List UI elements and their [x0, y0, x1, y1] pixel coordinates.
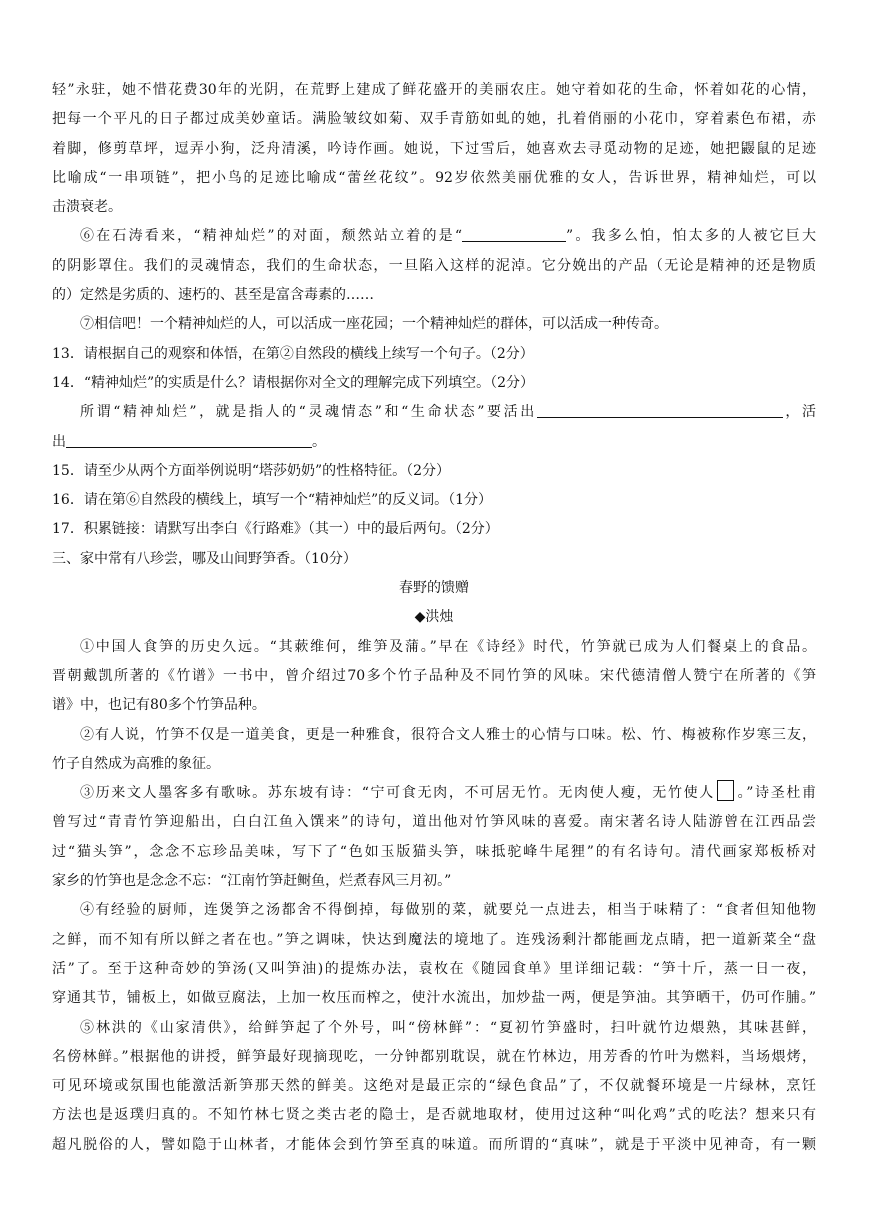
- question-16: 16．请在第⑥自然段的横线上，填写一个“精神灿烂”的反义词。（1分）: [52, 492, 493, 509]
- question-15: 15．请至少从两个方面举例说明“塔莎奶奶”的性格特征。（2分）: [52, 462, 451, 479]
- text-line: [52, 222, 816, 251]
- text-line: 击溃衰老。: [52, 199, 122, 216]
- text-line: [52, 779, 816, 808]
- text-segment: ”。我多么怕，怕太多的人被它巨大: [566, 228, 816, 245]
- text-segment: 。”诗圣杜甫: [735, 785, 816, 802]
- text-line: 过“猫头笋”，念念不忘珍品美味，写下了“色如玉版猫头笋，味抵驼峰牛尾狸”的有名诗句。清代画家郑板桥对: [52, 843, 816, 860]
- text-line: 轻”永驻，她不惜花费30年的光阴，在荒野上建成了鲜花盛开的美丽农庄。她守着如花的生命，怀着如花的心情，: [52, 82, 816, 98]
- text-line: 把每一个平凡的日子都过成美妙童话。满脸皱纹如菊、双手青筋如虬的她，扎着俏丽的小花巾，穿着素色布裙，赤: [52, 111, 816, 128]
- exam-page: [52, 76, 816, 1160]
- question-14: 14．“精神灿烂”的实质是什么？请根据你对全文的理解完成下列填空。（2分）: [52, 374, 535, 391]
- text-segment: ，活: [782, 404, 817, 421]
- text-line: 方法也是返璞归真的。不知竹林七贤之类古老的隐士，是否就地取材，使用过这种“叫化鸡”式的吃法？想来只有: [52, 1107, 816, 1124]
- text-line: 名傍林鲜。”根据他的讲授，鲜笋最好现摘现吃，一分钟都别耽误，就在竹林边，用芳香的竹叶为燃料，当场煨烤，: [52, 1048, 816, 1065]
- text-line: 晋朝戴凯所著的《竹谱》一书中，曾介绍过70多个竹子品种及不同竹笋的风味。宋代德清僧人赞宁在所著的《笋: [52, 667, 816, 684]
- text-line: 可见环境或氛围也能激活新笋那天然的鲜美。这绝对是最正宗的“绿色食品”了，不仅就餐环境是一片绿林，烹饪: [52, 1078, 816, 1095]
- text-line: ⑤林洪的《山家清供》，给鲜笋起了个外号，叫“傍林鲜”：“夏初竹笋盛时，扫叶就竹边煨熟，其味甚鲜，: [80, 1019, 816, 1036]
- text-line: 曾写过“青青竹笋迎船出，白白江鱼入馔来”的诗句，道出他对竹笋风味的喜爱。南宋著名诗人陆游曾在江西品尝: [52, 814, 816, 831]
- text-segment: 。: [312, 433, 326, 450]
- article-paragraph-2: [52, 721, 816, 780]
- paragraph-tasha: [52, 76, 816, 222]
- question-14-fill: [52, 398, 816, 427]
- article-paragraph-4: [52, 896, 816, 1013]
- fill-blank-2[interactable]: [66, 431, 312, 448]
- text-line: 活”了。至于这种奇妙的笋汤(又叫笋油)的提炼办法，袁枚在《随园食单》里详细记载：“笋十斤，蒸一日一夜，: [52, 960, 816, 977]
- text-line: 的）定然是劣质的、速朽的、甚至是富含毒素的……: [52, 287, 374, 304]
- text-line: 之鲜，而不知有所以鲜之者在也。”笋之调味，快达到魔法的境地了。连残汤剩汁都能画龙点睛，把一道新菜全“盘: [52, 931, 816, 948]
- text-line: 穿通其节，铺板上，如做豆腐法，上加一枚压而榨之，使汁水流出，加炒盐一两，便是笋油。其笋晒干，仍可作脯。”: [52, 990, 816, 1007]
- text-segment: 所谓“精神灿烂”，就是指人的“灵魂情态”和“生命状态”要活出: [80, 404, 537, 421]
- text-segment: ③历来文人墨客多有歌咏。苏东坡有诗：“宁可食无肉，不可居无竹。无肉使人瘦，无竹使人: [80, 785, 715, 802]
- paragraph-6: [52, 222, 816, 310]
- text-segment: 出: [52, 433, 66, 450]
- text-line: 谱》中，也记有80多个竹笋品种。: [52, 697, 266, 714]
- text-line: ②有人说，竹笋不仅是一道美食，更是一种雅食，很符合文人雅士的心情与口味。松、竹、梅被称作岁寒三友，: [80, 726, 816, 743]
- article-paragraph-5: [52, 1014, 816, 1160]
- article-paragraph-1: [52, 633, 816, 721]
- text-line: 的阴影罩住。我们的灵魂情态，我们的生命状态，一旦陷入这样的泥淖。它分娩出的产品（无论是精神的还是物质: [52, 257, 816, 274]
- text-line: 家乡的竹笋也是念念不忘：“江南竹笋赶鲥鱼，烂煮春风三月初。”: [52, 873, 452, 890]
- article-paragraph-3: [52, 779, 816, 896]
- text-line: 比喻成“一串项链”，把小鸟的足迹比喻成“蕾丝花纹”。92岁依然美丽优雅的女人，告诉世界，精神灿烂，可以: [52, 169, 816, 186]
- text-line: 竹子自然成为高雅的象征。: [52, 755, 220, 772]
- text-line: 超凡脱俗的人，譬如隐于山林者，才能体会到竹笋至真的味道。而所谓的“真味”，就是于平淡中见神奇，有一颗: [52, 1136, 816, 1153]
- text-line: ①中国人食笋的历史久远。“其蔌维何，维笋及蒲。”早在《诗经》时代，竹笋就已成为人们餐桌上的食品。: [80, 638, 816, 655]
- question-17: 17．积累链接：请默写出李白《行路难》（其一）中的最后两句。（2分）: [52, 521, 499, 538]
- text-line: ④有经验的厨师，连煲笋之汤都舍不得倒掉，每做别的菜，就要兑一点进去，相当于味精了：“食者但知他物: [80, 902, 816, 919]
- fill-blank-1[interactable]: [537, 401, 783, 418]
- article-author: ◆洪烛: [414, 609, 454, 626]
- section-3-heading: 三、家中常有八珍尝，哪及山间野笋香。（10分）: [52, 550, 357, 567]
- text-line: 着脚，修剪草坪，逗弄小狗，泛舟清溪，吟诗作画。她说，下过雪后，她喜欢去寻觅动物的足迹，她把鼹鼠的足迹: [52, 140, 816, 157]
- question-13: 13．请根据自己的观察和体悟，在第②自然段的横线上续写一个句子。（2分）: [52, 345, 534, 362]
- text-segment: ⑥在石涛看来，“精神灿烂”的对面，颓然站立着的是“: [80, 228, 462, 245]
- antonym-blank[interactable]: [462, 225, 566, 242]
- question-14-fill-2: [52, 428, 816, 457]
- article-title: 春野的馈赠: [399, 580, 469, 597]
- paragraph-7: ⑦相信吧！一个精神灿烂的人，可以活成一座花园；一个精神灿烂的群体，可以活成一种传奇。: [80, 316, 668, 333]
- answer-box[interactable]: [717, 780, 734, 801]
